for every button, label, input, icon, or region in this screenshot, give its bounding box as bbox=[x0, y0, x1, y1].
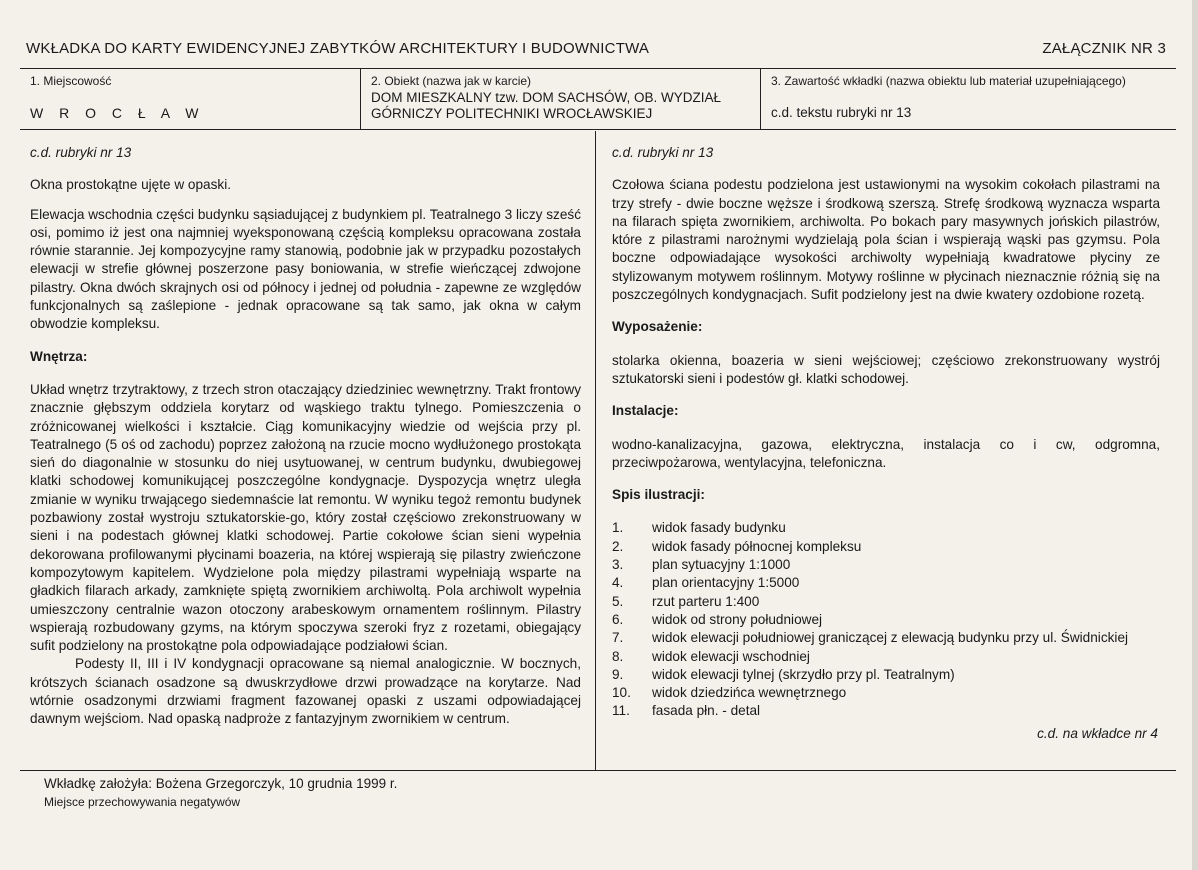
place-label: 1. Miejscowość bbox=[30, 74, 112, 88]
list-item: 8. widok elewacji wschodniej bbox=[612, 648, 810, 664]
object-field bbox=[360, 69, 761, 129]
object-line-2: GÓRNICZY POLITECHNIKI WROCŁAWSKIEJ bbox=[371, 106, 653, 121]
content-value: c.d. tekstu rubryki nr 13 bbox=[771, 105, 912, 120]
list-item: 4. plan orientacyjny 1:5000 bbox=[612, 575, 800, 591]
section-heading-illustrations: Spis ilustracji: bbox=[612, 487, 705, 503]
author-line: Wkładkę założyła: Bożena Grzegorczyk, 10 grudnia 1999 r. bbox=[44, 776, 398, 791]
right-column bbox=[612, 144, 1160, 743]
paragraph: Elewacja wschodnia części budynku sąsiadującej z budynkiem pl. Teatralnego 3 liczy sześć osi, pomimo iż jest ona najmniej wyeksponowaną częścią kompleksu opracowana została równie starannie. Jej kompozycyjne ramy stanowią, podobnie jak w przypadku pozostałych elewacji w strefie głównej poszerzone pasy boniowania, w strefie wieńczącej zdwojone pilastry. Okna dwóch skrajnych osi od północy i jednej od południa - zapewne ze względów funkcjonalnych są zaślepione - jednak opracowane są tak samo, jak okna w całym obwodzie kompleksu. bbox=[30, 206, 581, 332]
list-item: 9. widok elewacji tylnej (skrzydło przy pl. Teatralnym) bbox=[612, 666, 955, 682]
object-line-1: DOM MIESZKALNY tzw. DOM SACHSÓW, OB. WYDZIAŁ bbox=[371, 90, 722, 105]
object-label: 2. Obiekt (nazwa jak w karcie) bbox=[371, 74, 532, 88]
footer-rule bbox=[20, 770, 1176, 771]
list-item: 6. widok od strony południowej bbox=[612, 611, 823, 627]
illustration-list bbox=[612, 519, 1160, 720]
footer bbox=[44, 775, 397, 811]
list-item: 2. widok fasady północnej kompleksu bbox=[612, 538, 862, 554]
object-value bbox=[371, 90, 721, 122]
paragraph: stolarka okienna, boazeria w sieni wejściowej; częściowo zrekonstruowany wystrój sztukatorski sieni i podestów gł. klatki schodowej. bbox=[612, 352, 1160, 386]
list-item: 11. fasada płn. - detal bbox=[612, 703, 761, 719]
section-heading-installations: Instalacje: bbox=[612, 403, 679, 419]
place-value: W R O C Ł A W bbox=[30, 105, 205, 121]
place-field bbox=[20, 69, 360, 129]
list-item: 7. widok elewacji południowej graniczącej z elewacją budynku przy ul. Świdnickiej bbox=[612, 630, 1129, 646]
continuation-next: c.d. na wkładce nr 4 bbox=[1037, 725, 1158, 741]
list-item: 10. widok dziedzińca wewnętrznego bbox=[612, 685, 847, 701]
continuation-label: c.d. rubryki nr 13 bbox=[30, 145, 132, 160]
content-label: 3. Zawartość wkładki (nazwa obiektu lub materiał uzupełniającego) bbox=[771, 74, 1126, 88]
paragraph: Układ wnętrz trzytraktowy, z trzech stron otaczający dziedziniec wewnętrzny. Trakt frontowy znacznie głębszym oddziela korytarz od wąskiego traktu tylnego. Pomieszczenia o zróżnicowanej wielkości i kształcie. Ciąg komunikacyjny wiedzie od wejścia przy pl. Teatralnego (5 oś od zachodu) poprzez założoną na rzucie mocno wydłużonego prostokąta sień do diagonalnie w stosunku do niej usytuowanej, w centrum budynku, dwubiegowej klatki schodowej komunikującej poszczególne kondygnacje. Dyspozycja wnętrz uległa zmianie w wyniku trwającego siedemnaście lat remontu. W wyniku tegoż remontu budynek pozbawiony został wystroju sztukatorskie-go, który został częściowo zrekonstruowany w sieni i na podestach głównej klatki schodowej. Partie cokołowe ścian sieni wypełnia dekorowana profilowanymi płycinami boazeria, na której wspierają się pilastry zwieńczone kompozytowym kapitelem. Wydzielone pola między pilastrami wypełniają wsparte na gładkich filarach arkady, zamknięte spiętą zwornikiem archiwoltą. Pola archiwolt wypełnia umieszczony centralnie wazon otoczony arabeskowym ornamentem roślinnym. Pilastry wspierają rozbudowany gzyms, na którym spoczywa szeroki fryz z rozetami, obiegający sufit podzielony na prostokątne pola odpowiadające podziałowi ścian. bbox=[30, 381, 581, 654]
section-heading-interior: Wnętrza: bbox=[30, 348, 88, 364]
document-title: WKŁADKA DO KARTY EWIDENCYJNEJ ZABYTKÓW ARCHITEKTURY I BUDOWNICTWA bbox=[26, 40, 650, 57]
list-item: 3. plan sytuacyjny 1:1000 bbox=[612, 557, 791, 573]
column-divider bbox=[595, 131, 596, 771]
paragraph: Podesty II, III i IV kondygnacji opracowane są niemal analogicznie. W bocznych, krótszych ścianach osadzone są dwuskrzydłowe drzwi prowadzące na korytarze. Nad wtórnie osadzonymi drzwiami fragment fazowanej opaski z uszami odpowiadającej dawnym wejściom. Nad opaską nadproże z fantazyjnym zwornikiem w centrum. bbox=[30, 656, 581, 727]
metadata-row bbox=[20, 69, 1176, 130]
list-item: 1. widok fasady budynku bbox=[612, 520, 786, 536]
left-column bbox=[30, 144, 581, 740]
list-item: 5. rzut parteru 1:400 bbox=[612, 593, 760, 609]
content-field bbox=[760, 69, 1176, 129]
paragraph: Okna prostokątne ujęte w opaski. bbox=[30, 177, 231, 193]
section-heading-equipment: Wyposażenie: bbox=[612, 319, 703, 335]
annex-number: ZAŁĄCZNIK NR 3 bbox=[1042, 40, 1166, 57]
continuation-label: c.d. rubryki nr 13 bbox=[612, 145, 714, 160]
paragraph: wodno-kanalizacyjna, gazowa, elektryczna, instalacja co i cw, odgromna, przeciwpożarowa, wentylacyjna, telefoniczna. bbox=[612, 436, 1160, 470]
page-edge bbox=[1192, 0, 1198, 870]
storage-line: Miejsce przechowywania negatywów bbox=[44, 795, 241, 809]
paragraph: Czołowa ściana podestu podzielona jest ustawionymi na wysokim cokołach pilastrami na trzy strefy - dwie boczne węższe i środkową szerszą. Strefę środkową wyznacza wsparta na filarach spięta zwornikiem, archiwolta. Po bokach pary masywnych jońskich pilastrów, które z pilastrami narożnymi wydzielają pola ścian i wspierają wąski pas gzymsu. Pola boczne odpowiadające wysokości archiwolty wypełniają kwadratowe płyciny ze stylizowanym motywem roślinnym. Motywy roślinne w płycinach nieznacznie różnią się na poszczególnych kondygnacjach. Sufit podzielony jest na dwie kwatery ozdobione rozetą. bbox=[612, 177, 1160, 303]
